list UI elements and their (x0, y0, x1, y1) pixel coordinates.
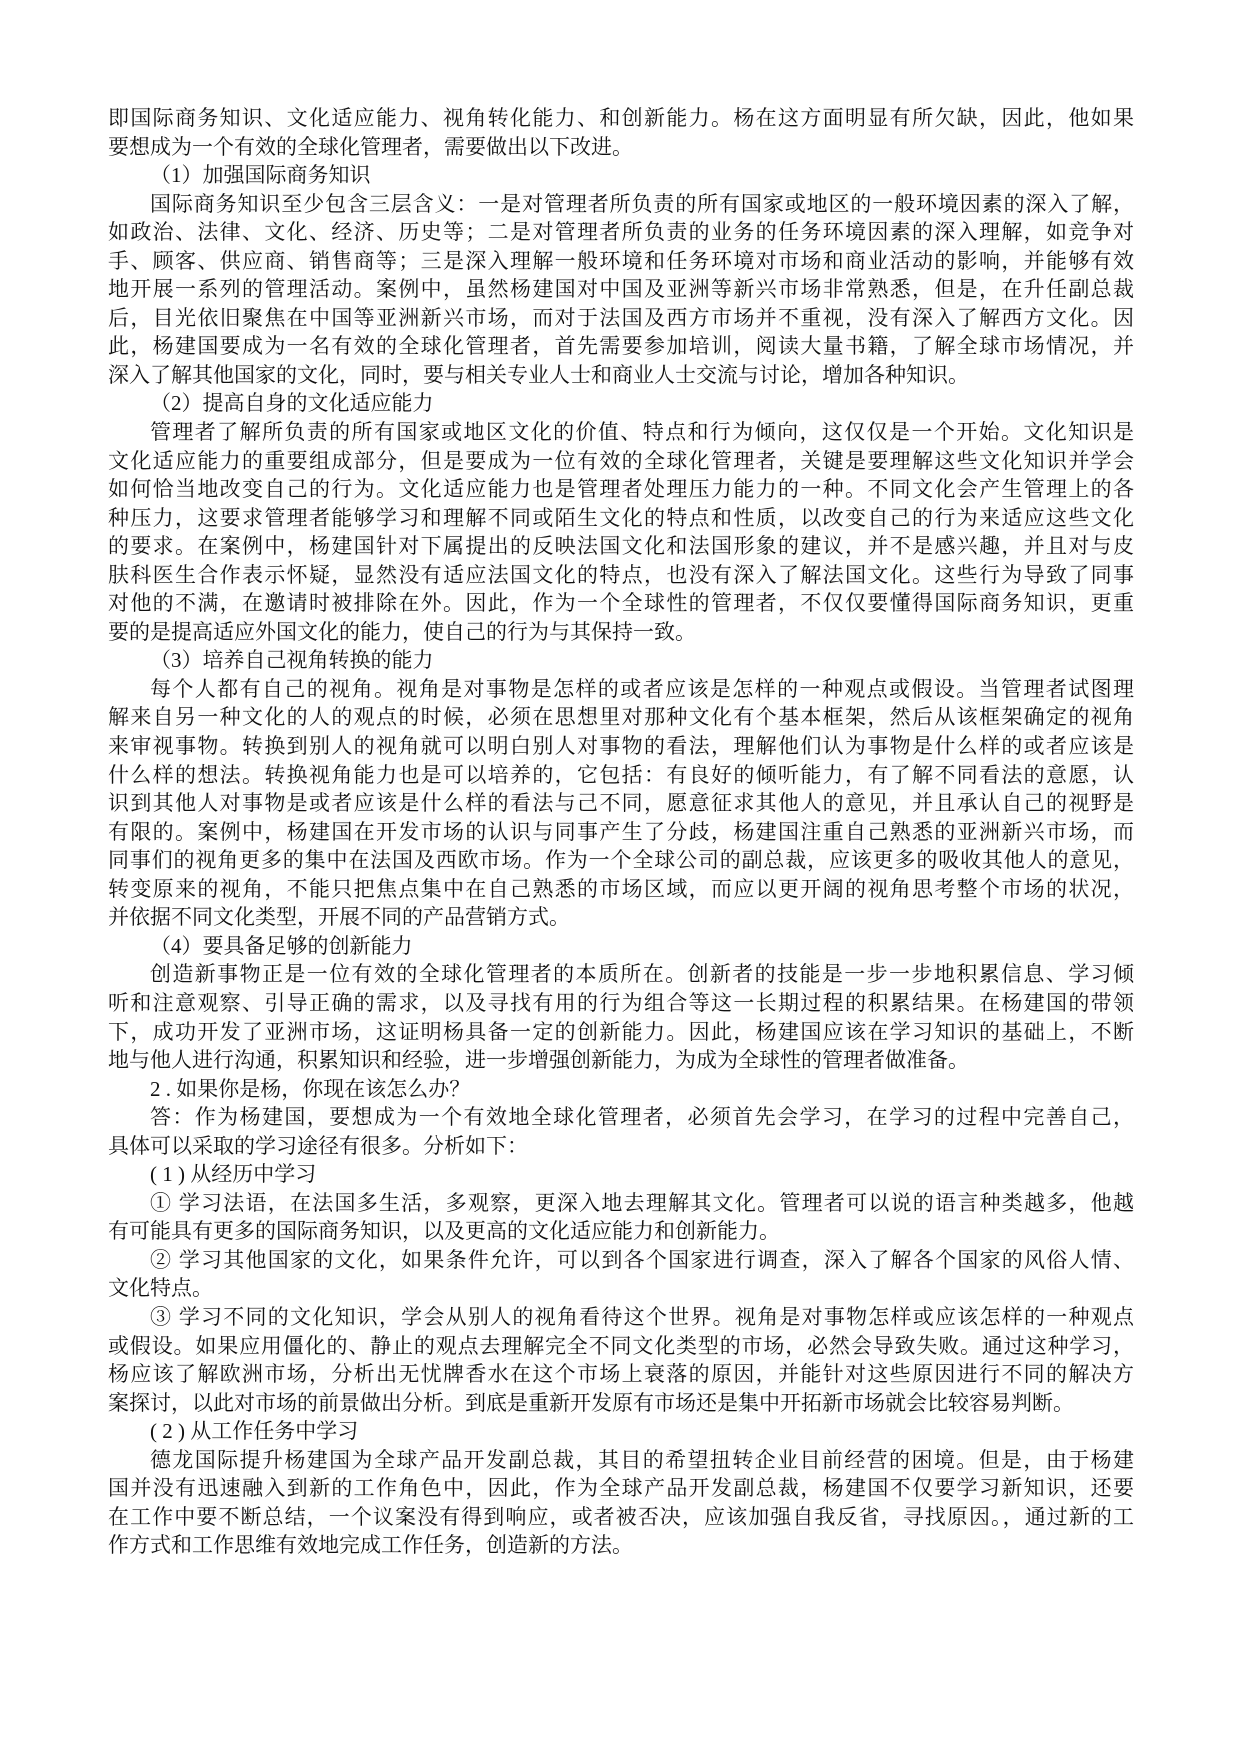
text-line: ( 2 ) 从工作任务中学习 (150, 1419, 359, 1444)
text-line: 创造新事物正是一位有效的全球化管理者的本质所在。创新者的技能是一步一步地积累信息、学习倾 (150, 962, 1134, 987)
text-line: 听和注意观察、引导正确的需求，以及寻找有用的行为组合等这一长期过程的积累结果。在杨建国的带领 (108, 990, 1134, 1015)
text-line: 2 . 如果你是杨，你现在该怎么办？ (150, 1076, 471, 1101)
text-line: 有可能具有更多的国际商务知识，以及更高的文化适应能力和创新能力。 (108, 1219, 780, 1244)
paragraph (108, 389, 1134, 418)
text-line: 在工作中要不断总结，一个议案没有得到响应，或者被否决，应该加强自我反省，寻找原因。，通过新的工 (108, 1504, 1134, 1529)
text-line: 下，成功开发了亚洲市场，这证明杨具备一定的创新能力。因此，杨建国应该在学习知识的基础上，不断 (108, 1019, 1134, 1044)
text-line: 答：作为杨建国，要想成为一个有效地全球化管理者，必须首先会学习，在学习的过程中完善自己， (150, 1105, 1134, 1130)
paragraph (108, 1075, 1134, 1104)
text-line: 如何恰当地改变自己的行为。文化适应能力也是管理者处理压力能力的一种。不同文化会产生管理上的各 (108, 477, 1134, 502)
text-line: 德龙国际提升杨建国为全球产品开发副总裁，其目的希望扭转企业目前经营的困境。但是，由于杨建 (150, 1447, 1134, 1472)
paragraph (108, 1417, 1134, 1446)
text-line: （4）要具备足够的创新能力 (150, 933, 413, 958)
text-line: 此，杨建国要成为一名有效的全球化管理者，首先需要参加培训，阅读大量书籍，了解全球市场情况，并 (108, 334, 1134, 359)
text-line: 要想成为一个有效的全球化管理者，需要做出以下改进。 (108, 134, 633, 159)
text-line: 深入了解其他国家的文化，同时，要与相关专业人士和商业人士交流与讨论，增加各种知识。 (108, 362, 969, 387)
text-line: 文化特点。 (108, 1276, 213, 1301)
paragraph (108, 1160, 1134, 1189)
text-line: 如政治、法律、文化、经济、历史等；二是对管理者所负责的业务的任务环境因素的深入理解，如竞争对 (108, 220, 1134, 245)
text-line: ② 学习其他国家的文化，如果条件允许，可以到各个国家进行调查，深入了解各个国家的风俗人情、 (150, 1247, 1134, 1272)
text-line: 种压力，这要求管理者能够学习和理解不同或陌生文化的特点和性质，以改变自己的行为来适应这些文化 (108, 505, 1134, 530)
text-line: 肤科医生合作表示怀疑，显然没有适应法国文化的特点，也没有深入了解法国文化。这些行为导致了同事 (108, 562, 1134, 587)
text-line: 案探讨，以此对市场的前景做出分析。到底是重新开发原有市场还是集中开拓新市场就会比较容易判断。 (108, 1390, 1074, 1415)
text-line: 的要求。在案例中，杨建国针对下属提出的反映法国文化和法国形象的建议，并不是感兴趣，并且对与皮 (108, 534, 1134, 559)
paragraph (108, 1246, 1134, 1303)
text-line: 后，目光依旧聚焦在中国等亚洲新兴市场，而对于法国及西方市场并不重视，没有深入了解西方文化。因 (108, 305, 1134, 330)
text-line: ① 学习法语，在法国多生活，多观察，更深入地去理解其文化。管理者可以说的语言种类越多，他越 (150, 1190, 1134, 1215)
text-line: 地与他人进行沟通，积累知识和经验，进一步增强创新能力，为成为全球性的管理者做准备。 (108, 1048, 969, 1073)
text-line: 并依据不同文化类型，开展不同的产品营销方式。 (108, 905, 570, 930)
text-line: 识到其他人对事物是或者应该是什么样的看法与己不同，愿意征求其他人的意见，并且承认自己的视野是 (108, 791, 1134, 816)
paragraph (108, 104, 1134, 161)
text-line: 转变原来的视角，不能只把焦点集中在自己熟悉的市场区域，而应以更开阔的视角思考整个市场的状况， (108, 876, 1134, 901)
paragraph (108, 1303, 1134, 1417)
text-line: 解来自另一种文化的人的观点的时候，必须在思想里对那种文化有个基本框架，然后从该框架确定的视角 (108, 705, 1134, 730)
text-line: 来审视事物。转换到别人的视角就可以明白别人对事物的看法，理解他们认为事物是什么样的或者应该是 (108, 734, 1134, 759)
text-line: 每个人都有自己的视角。视角是对事物是怎样的或者应该是怎样的一种观点或假设。当管理者试图理 (150, 676, 1134, 701)
text-line: ( 1 ) 从经历中学习 (150, 1162, 317, 1187)
text-line: 同事们的视角更多的集中在法国及西欧市场。作为一个全球公司的副总裁，应该更多的吸收其他人的意见， (108, 848, 1134, 873)
text-line: 或假设。如果应用僵化的、静止的观点去理解完全不同文化类型的市场，必然会导致失败。通过这种学习， (108, 1333, 1134, 1358)
paragraph (108, 646, 1134, 675)
text-line: 要的是提高适应外国文化的能力，使自己的行为与其保持一致。 (108, 619, 696, 644)
text-line: （1）加强国际商务知识 (150, 163, 371, 188)
paragraph (108, 932, 1134, 961)
paragraph (108, 960, 1134, 1074)
text-line: 对他的不满，在邀请时被排除在外。因此，作为一个全球性的管理者，不仅仅要懂得国际商务知识，更重 (108, 591, 1134, 616)
text-line: 手、顾客、供应商、销售商等；三是深入理解一般环境和任务环境对市场和商业活动的影响，并能够有效 (108, 248, 1134, 273)
text-line: 国际商务知识至少包含三层含义：一是对管理者所负责的所有国家或地区的一般环境因素的深入了解， (150, 191, 1134, 216)
document-body (108, 104, 1134, 1560)
text-line: 有限的。案例中，杨建国在开发市场的认识与同事产生了分歧，杨建国注重自己熟悉的亚洲新兴市场，而 (108, 819, 1134, 844)
paragraph (108, 1446, 1134, 1560)
text-line: （3）培养自己视角转换的能力 (150, 648, 434, 673)
text-line: 国并没有迅速融入到新的工作角色中，因此，作为全球产品开发副总裁，杨建国不仅要学习新知识，还要 (108, 1476, 1134, 1501)
paragraph (108, 675, 1134, 932)
text-line: 具体可以采取的学习途径有很多。分析如下： (108, 1133, 528, 1158)
text-line: 管理者了解所负责的所有国家或地区文化的价值、特点和行为倾向，这仅仅是一个开始。文化知识是 (150, 420, 1134, 445)
text-line: 地开展一系列的管理活动。案例中，虽然杨建国对中国及亚洲等新兴市场非常熟悉，但是，在升任副总裁 (108, 277, 1134, 302)
text-line: 杨应该了解欧洲市场，分析出无忧牌香水在这个市场上衰落的原因，并能针对这些原因进行不同的解决方 (108, 1362, 1134, 1387)
text-line: 作方式和工作思维有效地完成工作任务，创造新的方法。 (108, 1533, 633, 1558)
text-line: 什么样的想法。转换视角能力也是可以培养的，它包括：有良好的倾听能力，有了解不同看法的意愿，认 (108, 762, 1134, 787)
paragraph (108, 161, 1134, 190)
paragraph (108, 190, 1134, 390)
paragraph (108, 1103, 1134, 1160)
paragraph (108, 418, 1134, 646)
text-line: 即国际商务知识、文化适应能力、视角转化能力、和创新能力。杨在这方面明显有所欠缺，因此，他如果 (108, 106, 1134, 130)
text-line: 文化适应能力的重要组成部分，但是要成为一位有效的全球化管理者，关键是要理解这些文化知识并学会 (108, 448, 1134, 473)
paragraph (108, 1189, 1134, 1246)
text-line: ③ 学习不同的文化知识，学会从别人的视角看待这个世界。视角是对事物怎样或应该怎样的一种观点 (150, 1304, 1134, 1329)
text-line: （2）提高自身的文化适应能力 (150, 391, 434, 416)
